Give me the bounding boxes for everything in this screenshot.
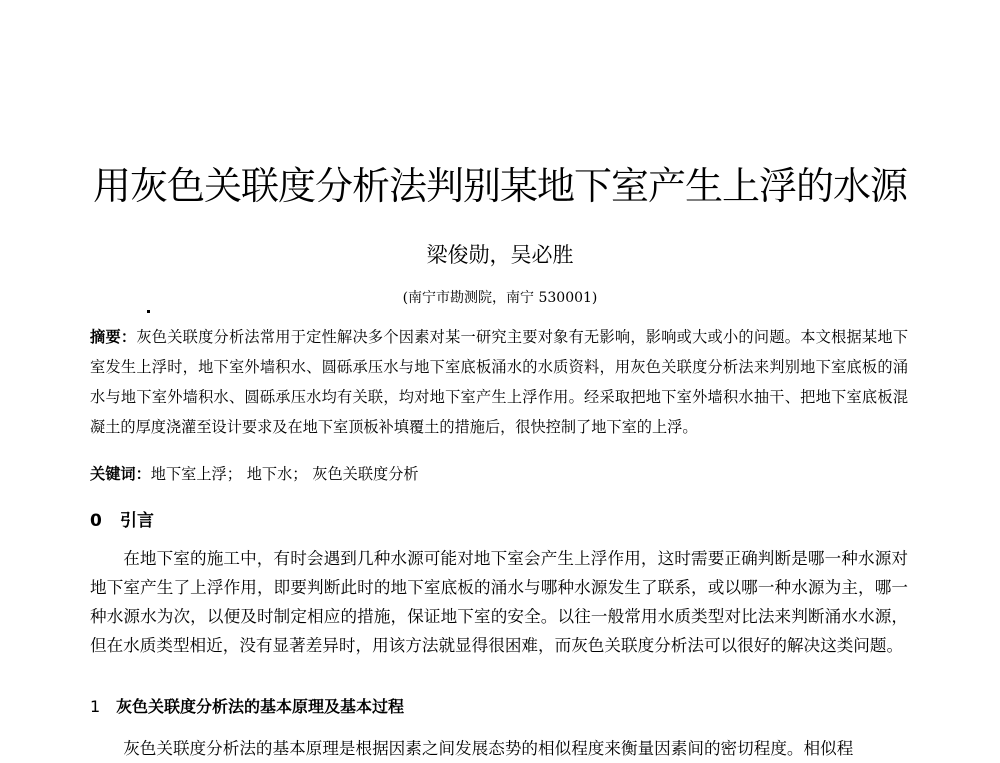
section-number: 1	[90, 697, 101, 716]
introduction-paragraph: 在地下室的施工中，有时会遇到几种水源可能对地下室会产生上浮作用，这时需要正确判断是哪一种水源对地下室产生了上浮作用，即要判断此时的地下室底板的涌水与哪种水源发生了联系，或以哪一种水源为主，哪一种水源水为次，以便及时制定相应的措施，保证地下室的安全。以往一般常用水质类型对比法来判断涌水水源，但在水质类型相近，没有显著差异时，用该方法就显得很困难，而灰色关联度分析法可以很好的解决这类问题。	[90, 549, 908, 655]
section-heading-introduction	[90, 508, 154, 534]
keywords-label: 关键词：	[90, 465, 151, 483]
abstract	[90, 322, 908, 442]
abstract-label: 摘要：	[90, 328, 137, 346]
section-heading-principle	[90, 694, 404, 720]
paper-authors: 梁俊勋，吴必胜	[426, 243, 574, 267]
stray-mark	[147, 310, 150, 313]
section-title: 灰色关联度分析法的基本原理及基本过程	[116, 697, 405, 716]
abstract-text: 灰色关联度分析法常用于定性解决多个因素对某一研究主要对象有无影响，影响或大或小的问题。本文根据某地下室发生上浮时，地下室外墙积水、圆砾承压水与地下室底板涌水的水质资料，用灰色关联度分析法来判别地下室底板的涌水与地下室外墙积水、圆砾承压水均有关联，均对地下室产生上浮作用。经采取把地下室外墙积水抽干、把地下室底板混凝土的厚度浇灌至设计要求及在地下室顶板补填覆土的措施后，很快控制了地下室的上浮。	[90, 328, 909, 436]
keywords-text: 地下室上浮； 地下水； 灰色关联度分析	[150, 465, 419, 483]
paper-title: 用灰色关联度分析法判别某地下室产生上浮的水源	[92, 164, 907, 208]
principle-paragraph: 灰色关联度分析法的基本原理是根据因素之间发展态势的相似程度来衡量因素间的密切程度。相似程	[123, 739, 854, 758]
keywords	[90, 462, 908, 486]
paper-affiliation: (南宁市勘测院，南宁 530001)	[402, 290, 598, 306]
section-title: 引言	[120, 511, 154, 531]
section-number: 0	[90, 511, 102, 531]
